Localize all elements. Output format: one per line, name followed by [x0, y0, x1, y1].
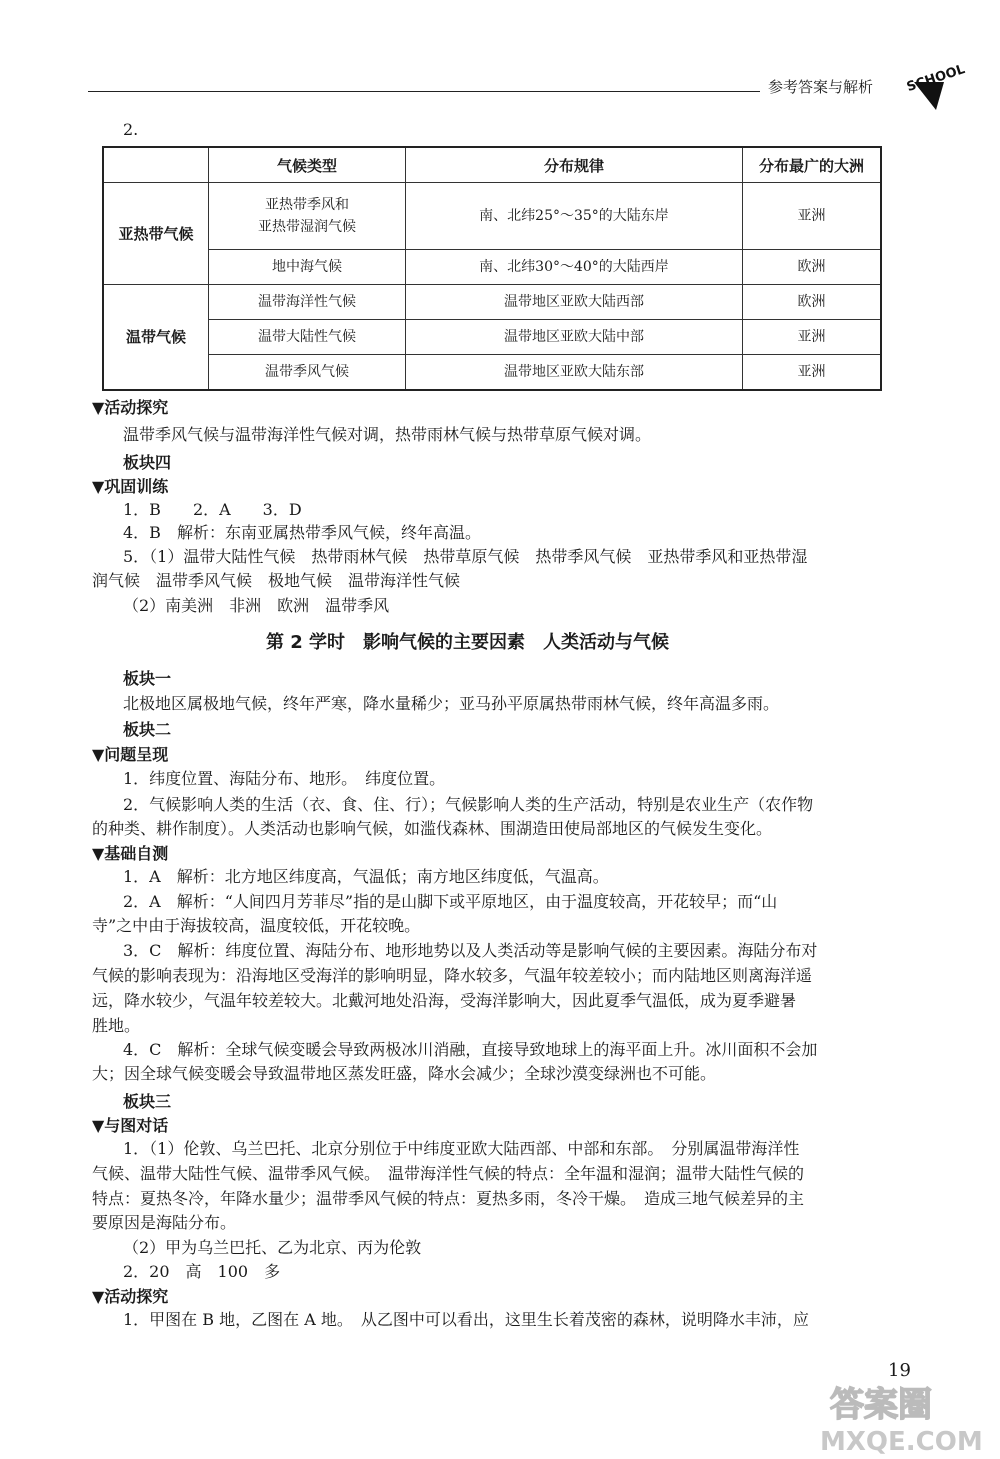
cell-type: 温带季风气候 [209, 355, 406, 391]
body-line: 2．20 高 100 多 [123, 1262, 281, 1281]
page-number: 19 [888, 1360, 911, 1381]
cell-type: 温带大陆性气候 [209, 320, 406, 355]
lesson-title: 第 2 学时 影响气候的主要因素 人类活动与气候 [266, 632, 670, 653]
cell-continent: 亚洲 [743, 183, 882, 250]
body-line: 5．（1）温带大陆性气候 热带雨林气候 热带草原气候 热带季风气候 亚热带季风和亚热带湿 [123, 547, 808, 566]
header-title: 参考答案与解析 [768, 78, 874, 96]
table-header-continent: 分布最广的大洲 [743, 147, 882, 183]
cell-type [209, 183, 406, 250]
logo-text: SCHOOL [905, 62, 967, 96]
table-row [103, 285, 881, 320]
body-line: 3．C 解析：纬度位置、海陆分布、地形地势以及人类活动等是影响气候的主要因素。海陆分布对 [123, 941, 818, 960]
watermark-bottom: MXQE.COM [820, 1427, 983, 1455]
section-heading: 板块二 [123, 720, 172, 739]
section-marker: ▼与图对话 [92, 1116, 169, 1135]
section-heading: 板块一 [123, 669, 172, 688]
table-header-blank [103, 147, 209, 183]
body-line: 气候、温带大陆性气候、温带季风气候。 温带海洋性气候的特点：全年温和湿润；温带大陆性气候的 [92, 1164, 805, 1183]
cell-continent: 亚洲 [743, 355, 882, 391]
section-marker: ▼活动探究 [92, 398, 169, 417]
section-heading: 板块三 [123, 1092, 172, 1111]
table-row [103, 355, 881, 391]
body-line: 气候的影响表现为：沿海地区受海洋的影响明显，降水较多，气温年较差较小；而内陆地区则离海洋遥 [92, 966, 813, 985]
body-line: 远，降水较少，气温年较差较大。北戴河地处沿海，受海洋影响大，因此夏季气温低，成为夏季避暑 [92, 991, 797, 1010]
watermark-top: 答案圈 [830, 1385, 932, 1425]
body-line: 1．（1）伦敦、乌兰巴托、北京分别位于中纬度亚欧大陆西部、中部和东部。 分别属温带海洋性 [123, 1139, 800, 1158]
body-line: （2）甲为乌兰巴托、乙为北京、丙为伦敦 [123, 1238, 422, 1257]
body-line: 要原因是海陆分布。 [92, 1213, 237, 1232]
body-line: 1．B 2．A 3．D [123, 500, 302, 519]
section-marker: ▼活动探究 [92, 1287, 169, 1306]
group-temperate: 温带气候 [103, 285, 209, 391]
cell-continent: 欧洲 [743, 250, 882, 285]
body-line: 胜地。 [92, 1016, 141, 1035]
body-line: 1．A 解析：北方地区纬度高，气温低；南方地区纬度低，气温高。 [123, 867, 609, 886]
watermark [810, 1380, 990, 1455]
body-line: 4．B 解析：东南亚属热带季风气候，终年高温。 [123, 523, 481, 542]
body-line: 2．A 解析：“人间四月芳菲尽”指的是山脚下或平原地区，由于温度较高，开花较早；而“山 [123, 892, 778, 911]
cell-rule: 温带地区亚欧大陆西部 [406, 285, 743, 320]
table-header-type: 气候类型 [209, 147, 406, 183]
body-line: 4．C 解析：全球气候变暖会导致两极冰川消融，直接导致地球上的海平面上升。冰川面积不会加 [123, 1040, 818, 1059]
body-line: 的种类、耕作制度）。人类活动也影响气候，如滥伐森林、围湖造田使局部地区的气候发生变化。 [92, 819, 773, 838]
body-line: 2．气候影响人类的生活（衣、食、住、行）；气候影响人类的生产活动，特别是农业生产（农作物 [123, 795, 814, 814]
header-rule [88, 91, 760, 92]
cell-rule: 温带地区亚欧大陆东部 [406, 355, 743, 391]
cell-rule: 温带地区亚欧大陆中部 [406, 320, 743, 355]
table-row [103, 250, 881, 285]
body-line: 大；因全球气候变暖会导致温带地区蒸发旺盛，降水会减少；全球沙漠变绿洲也不可能。 [92, 1064, 717, 1083]
cell-type-line: 亚热带季风和 [265, 197, 349, 213]
cell-type: 温带海洋性气候 [209, 285, 406, 320]
cell-type: 地中海气候 [209, 250, 406, 285]
table-header-rule: 分布规律 [406, 147, 743, 183]
body-line: 润气候 温带季风气候 极地气候 温带海洋性气候 [92, 571, 461, 590]
cell-rule: 南、北纬25°～35°的大陆东岸 [406, 183, 743, 250]
table-row [103, 320, 881, 355]
table-row [103, 183, 881, 250]
cell-type-line: 亚热带湿润气候 [258, 219, 356, 235]
cell-continent: 欧洲 [743, 285, 882, 320]
table-header-row [103, 147, 881, 183]
body-line: 1．纬度位置、海陆分布、地形。 纬度位置。 [123, 769, 446, 788]
body-line: 特点：夏热冬冷，年降水量少；温带季风气候的特点：夏热多雨，冬冷干燥。 造成三地气候差异的主 [92, 1189, 805, 1208]
body-line: 1．甲图在 B 地，乙图在 A 地。 从乙图中可以看出，这里生长着茂密的森林，说明降水丰沛，应 [123, 1310, 809, 1329]
cell-continent: 亚洲 [743, 320, 882, 355]
section-marker: ▼基础自测 [92, 844, 169, 863]
section-marker: ▼巩固训练 [92, 477, 169, 496]
body-line: 寺”之中由于海拔较高，温度较低，开花较晚。 [92, 916, 421, 935]
cell-rule: 南、北纬30°～40°的大陆西岸 [406, 250, 743, 285]
body-line: 温带季风气候与温带海洋性气候对调，热带雨林气候与热带草原气候对调。 [123, 425, 652, 444]
climate-table [102, 146, 882, 391]
section-heading: 板块四 [123, 453, 172, 472]
school-logo [900, 60, 970, 120]
body-line: （2）南美洲 非洲 欧洲 温带季风 [123, 596, 390, 615]
section-marker: ▼问题呈现 [92, 745, 169, 764]
group-subtropical: 亚热带气候 [103, 183, 209, 285]
question-label: 2. [123, 120, 139, 139]
body-line: 北极地区属极地气候，终年严寒，降水量稀少；亚马孙平原属热带雨林气候，终年高温多雨。 [123, 694, 780, 713]
